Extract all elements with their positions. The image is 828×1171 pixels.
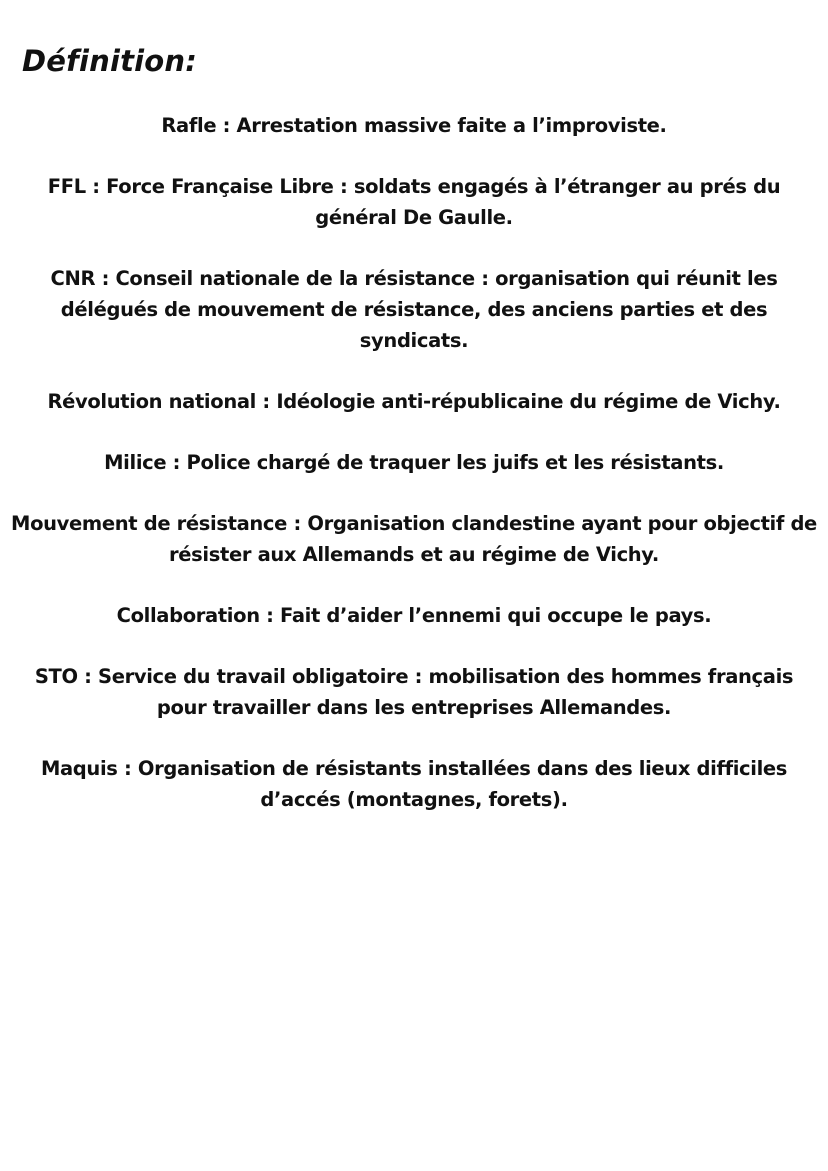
page-title: Définition: (22, 44, 198, 78)
definition-cnr: CNR : Conseil nationale de la résistance : organisation qui réunit les délégués de mouvement de résistance, des anciens parties et des syndicats. (50, 267, 778, 352)
definition-list (0, 110, 828, 845)
definition-revolution-nationale: Révolution national : Idéologie anti-républicaine du régime de Vichy. (47, 390, 781, 413)
definition-ffl: FFL : Force Française Libre : soldats engagés à l’étranger au prés du général De Gaulle. (47, 175, 781, 229)
definition-milice: Milice : Police chargé de traquer les juifs et les résistants. (104, 451, 724, 474)
definition-collaboration: Collaboration : Fait d’aider l’ennemi qui occupe le pays. (116, 604, 712, 627)
definition-rafle: Rafle : Arrestation massive faite a l’improviste. (161, 114, 667, 137)
definition-mouvement-resistance: Mouvement de résistance : Organisation clandestine ayant pour objectif de résister aux Allemands et au régime de Vichy. (11, 512, 817, 566)
definition-sto: STO : Service du travail obligatoire : mobilisation des hommes français pour travailler dans les entreprises Allemandes. (34, 665, 794, 719)
definition-maquis: Maquis : Organisation de résistants installées dans des lieux difficiles d’accés (montagnes, forets). (40, 757, 788, 811)
